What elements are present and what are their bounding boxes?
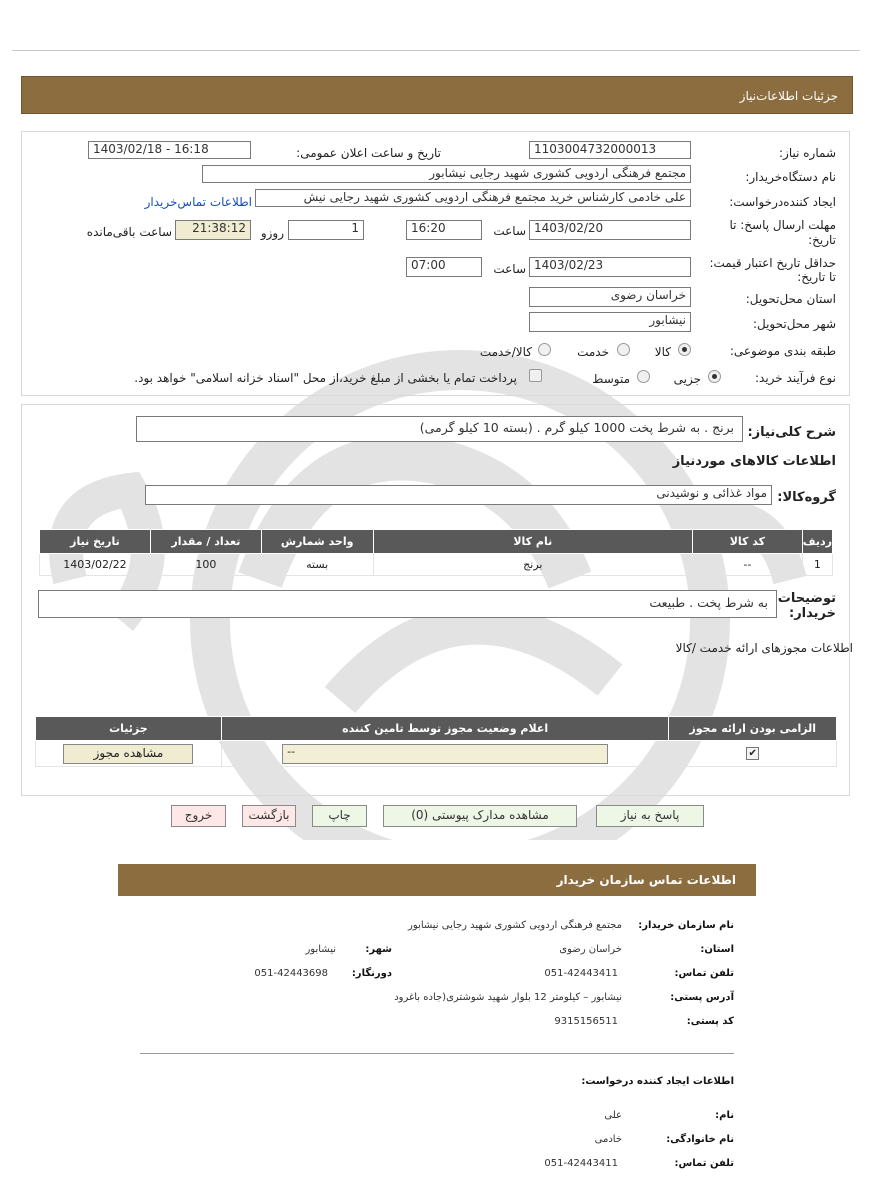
deadline-label-date: تاریخ: [808,233,836,247]
table-row [36,741,837,767]
validity-label-date: تا تاریخ: [797,270,836,284]
province-label: استان محل‌تحویل: [745,292,836,306]
goods-header-code: کد کالا [692,530,802,554]
category-radio-goods-service[interactable] [538,343,551,356]
creator-phone-label: تلفن تماس: [674,1158,734,1169]
buyer-field: مجتمع فرهنگی اردویی کشوری شهید رجایی نیشابور [202,165,691,183]
category-option-goods-service: کالا/خدمت [479,345,532,359]
category-radio-service[interactable] [617,343,630,356]
permits-table [35,716,837,767]
contact-phone-value: 051-42443411 [544,968,618,979]
days-label: روزو [260,226,284,240]
treasury-note: پرداخت تمام یا بخشی از مبلغ خرید،از محل "اسناد خزانه اسلامی" خواهد بود. [134,371,517,385]
exit-button[interactable]: خروج [171,805,226,827]
contact-phone-label: تلفن تماس: [674,968,734,979]
category-radio-goods[interactable] [678,343,691,356]
validity-time-field: 07:00 [406,257,482,277]
required-checkbox: ✔ [746,747,759,760]
permits-header-required: الزامی بودن ارائه مجوز [669,717,837,741]
goods-header-date: تاریخ نیاز [40,530,151,554]
creator-name-label: نام: [715,1110,734,1121]
goods-cell-unit: بسته [261,554,373,576]
contact-province-value: خراسان رضوی [559,944,622,955]
process-label: نوع فرآیند خرید: [755,371,836,385]
back-button[interactable]: بازگشت [242,805,296,827]
contact-title: اطلاعات تماس سازمان خریدار [556,873,736,887]
goods-cell-row-number: 1 [802,554,832,576]
treasury-checkbox[interactable] [529,369,542,382]
description-label: شرح کلی‌نیاز: [747,425,836,440]
contact-address-value: نیشابور – کیلومتر 12 بلوار شهید شوشتری(جاده باغرود [394,992,622,1003]
announce-label: تاریخ و ساعت اعلان عمومی: [296,146,441,160]
contact-city-value: نیشابور [305,944,336,955]
contact-postal-label: کد پستی: [686,1016,734,1027]
attachments-button[interactable]: مشاهده مدارک پیوستی (0) [383,805,577,827]
deadline-time-field: 16:20 [406,220,482,240]
contact-fax-label: دورنگار: [351,968,392,979]
city-field: نیشابور [529,312,691,332]
description-field: برنج . به شرط پخت 1000 کیلو گرم . (بسته 10 کیلو گرمی) [136,416,743,442]
contact-header [118,864,756,896]
table-row [40,554,833,576]
process-radio-minor[interactable] [708,370,721,383]
creator-title: اطلاعات ایجاد کننده درخواست: [581,1076,734,1087]
goods-header-quantity: تعداد / مقدار [150,530,261,554]
page-header [21,76,853,114]
org-name-value: مجتمع فرهنگی اردویی کشوری شهید رجایی نیشابور [408,920,622,931]
validity-date-field: 1403/02/23 [529,257,691,277]
deadline-date-field: 1403/02/20 [529,220,691,240]
permits-header-status: اعلام وضعیت مجوز توسط تامین کننده [221,717,669,741]
org-name-label: نام سازمان خریدار: [638,920,734,931]
goods-group-field: مواد غذائی و نوشیدنی [145,485,772,505]
buyer-contact-link[interactable]: اطلاعات تماس‌خریدار [144,195,252,209]
validity-time-label: ساعت [493,262,526,276]
buyer-notes-label: توضیحات [777,591,836,606]
creator-name-value: علی [604,1110,622,1121]
goods-header-name: نام کالا [373,530,692,554]
contact-fax-value: 051-42443698 [254,968,328,979]
permits-title: اطلاعات مجوزهای ارائه خدمت /کالا [675,641,853,655]
buyer-notes-label-2: خریدار: [789,606,836,621]
city-label: شهر محل‌تحویل: [752,317,836,331]
category-option-goods: کالا [654,345,671,359]
permits-header-details: جزئیات [36,717,222,741]
permit-status-field: -- [282,744,608,764]
remaining-time-field: 21:38:12 [175,220,251,240]
province-field: خراسان رضوی [529,287,691,307]
contact-province-label: استان: [700,944,734,955]
goods-group-label: گروه‌کالا: [777,490,836,505]
need-number-field: 1103004732000013 [529,141,691,159]
validity-label: حداقل تاریخ اعتبار قیمت: [709,256,836,270]
view-permit-button[interactable]: مشاهده مجوز [63,744,193,764]
goods-table [39,529,833,576]
contact-divider [140,1053,734,1054]
category-label: طبقه بندی موضوعی: [729,344,836,358]
buyer-label: نام دستگاه‌خریدار: [745,170,836,184]
process-radio-medium[interactable] [637,370,650,383]
category-option-service: خدمت [577,345,609,359]
top-divider [12,50,860,51]
deadline-label: مهلت ارسال پاسخ: تا [729,218,836,232]
goods-section-title: اطلاعات کالاهای موردنیاز [672,454,836,469]
need-number-label: شماره نیاز: [779,146,836,160]
announce-field: 1403/02/18 - 16:18 [88,141,251,159]
deadline-time-label: ساعت [493,224,526,238]
process-option-minor: جزیی [673,372,701,386]
buyer-notes-field: به شرط پخت . طبیعت [38,590,777,618]
contact-city-label: شهر: [365,944,392,955]
goods-cell-code: -- [692,554,802,576]
page-title: جزئیات اطلاعات‌نیاز [739,89,838,103]
requester-field: علی خادمی کارشناس خرید مجتمع فرهنگی اردویی کشوری شهید رجایی نیش [255,189,691,207]
reply-button[interactable]: پاسخ به نیاز [596,805,704,827]
goods-cell-name: برنج [373,554,692,576]
process-option-medium: متوسط [592,372,630,386]
goods-header-unit: واحد شمارش [261,530,373,554]
goods-cell-date: 1403/02/22 [40,554,151,576]
creator-family-label: نام خانوادگی: [666,1134,734,1145]
days-field: 1 [288,220,364,240]
creator-family-value: خادمی [594,1134,622,1145]
print-button[interactable]: چاپ [312,805,367,827]
contact-postal-value: 9315156511 [554,1016,618,1027]
remaining-label: ساعت باقی‌مانده [86,225,172,239]
goods-cell-quantity: 100 [150,554,261,576]
goods-header-row-number: ردیف [802,530,832,554]
requester-label: ایجاد کننده‌درخواست: [729,195,836,209]
creator-phone-value: 051-42443411 [544,1158,618,1169]
contact-address-label: آدرس پستی: [670,992,734,1003]
